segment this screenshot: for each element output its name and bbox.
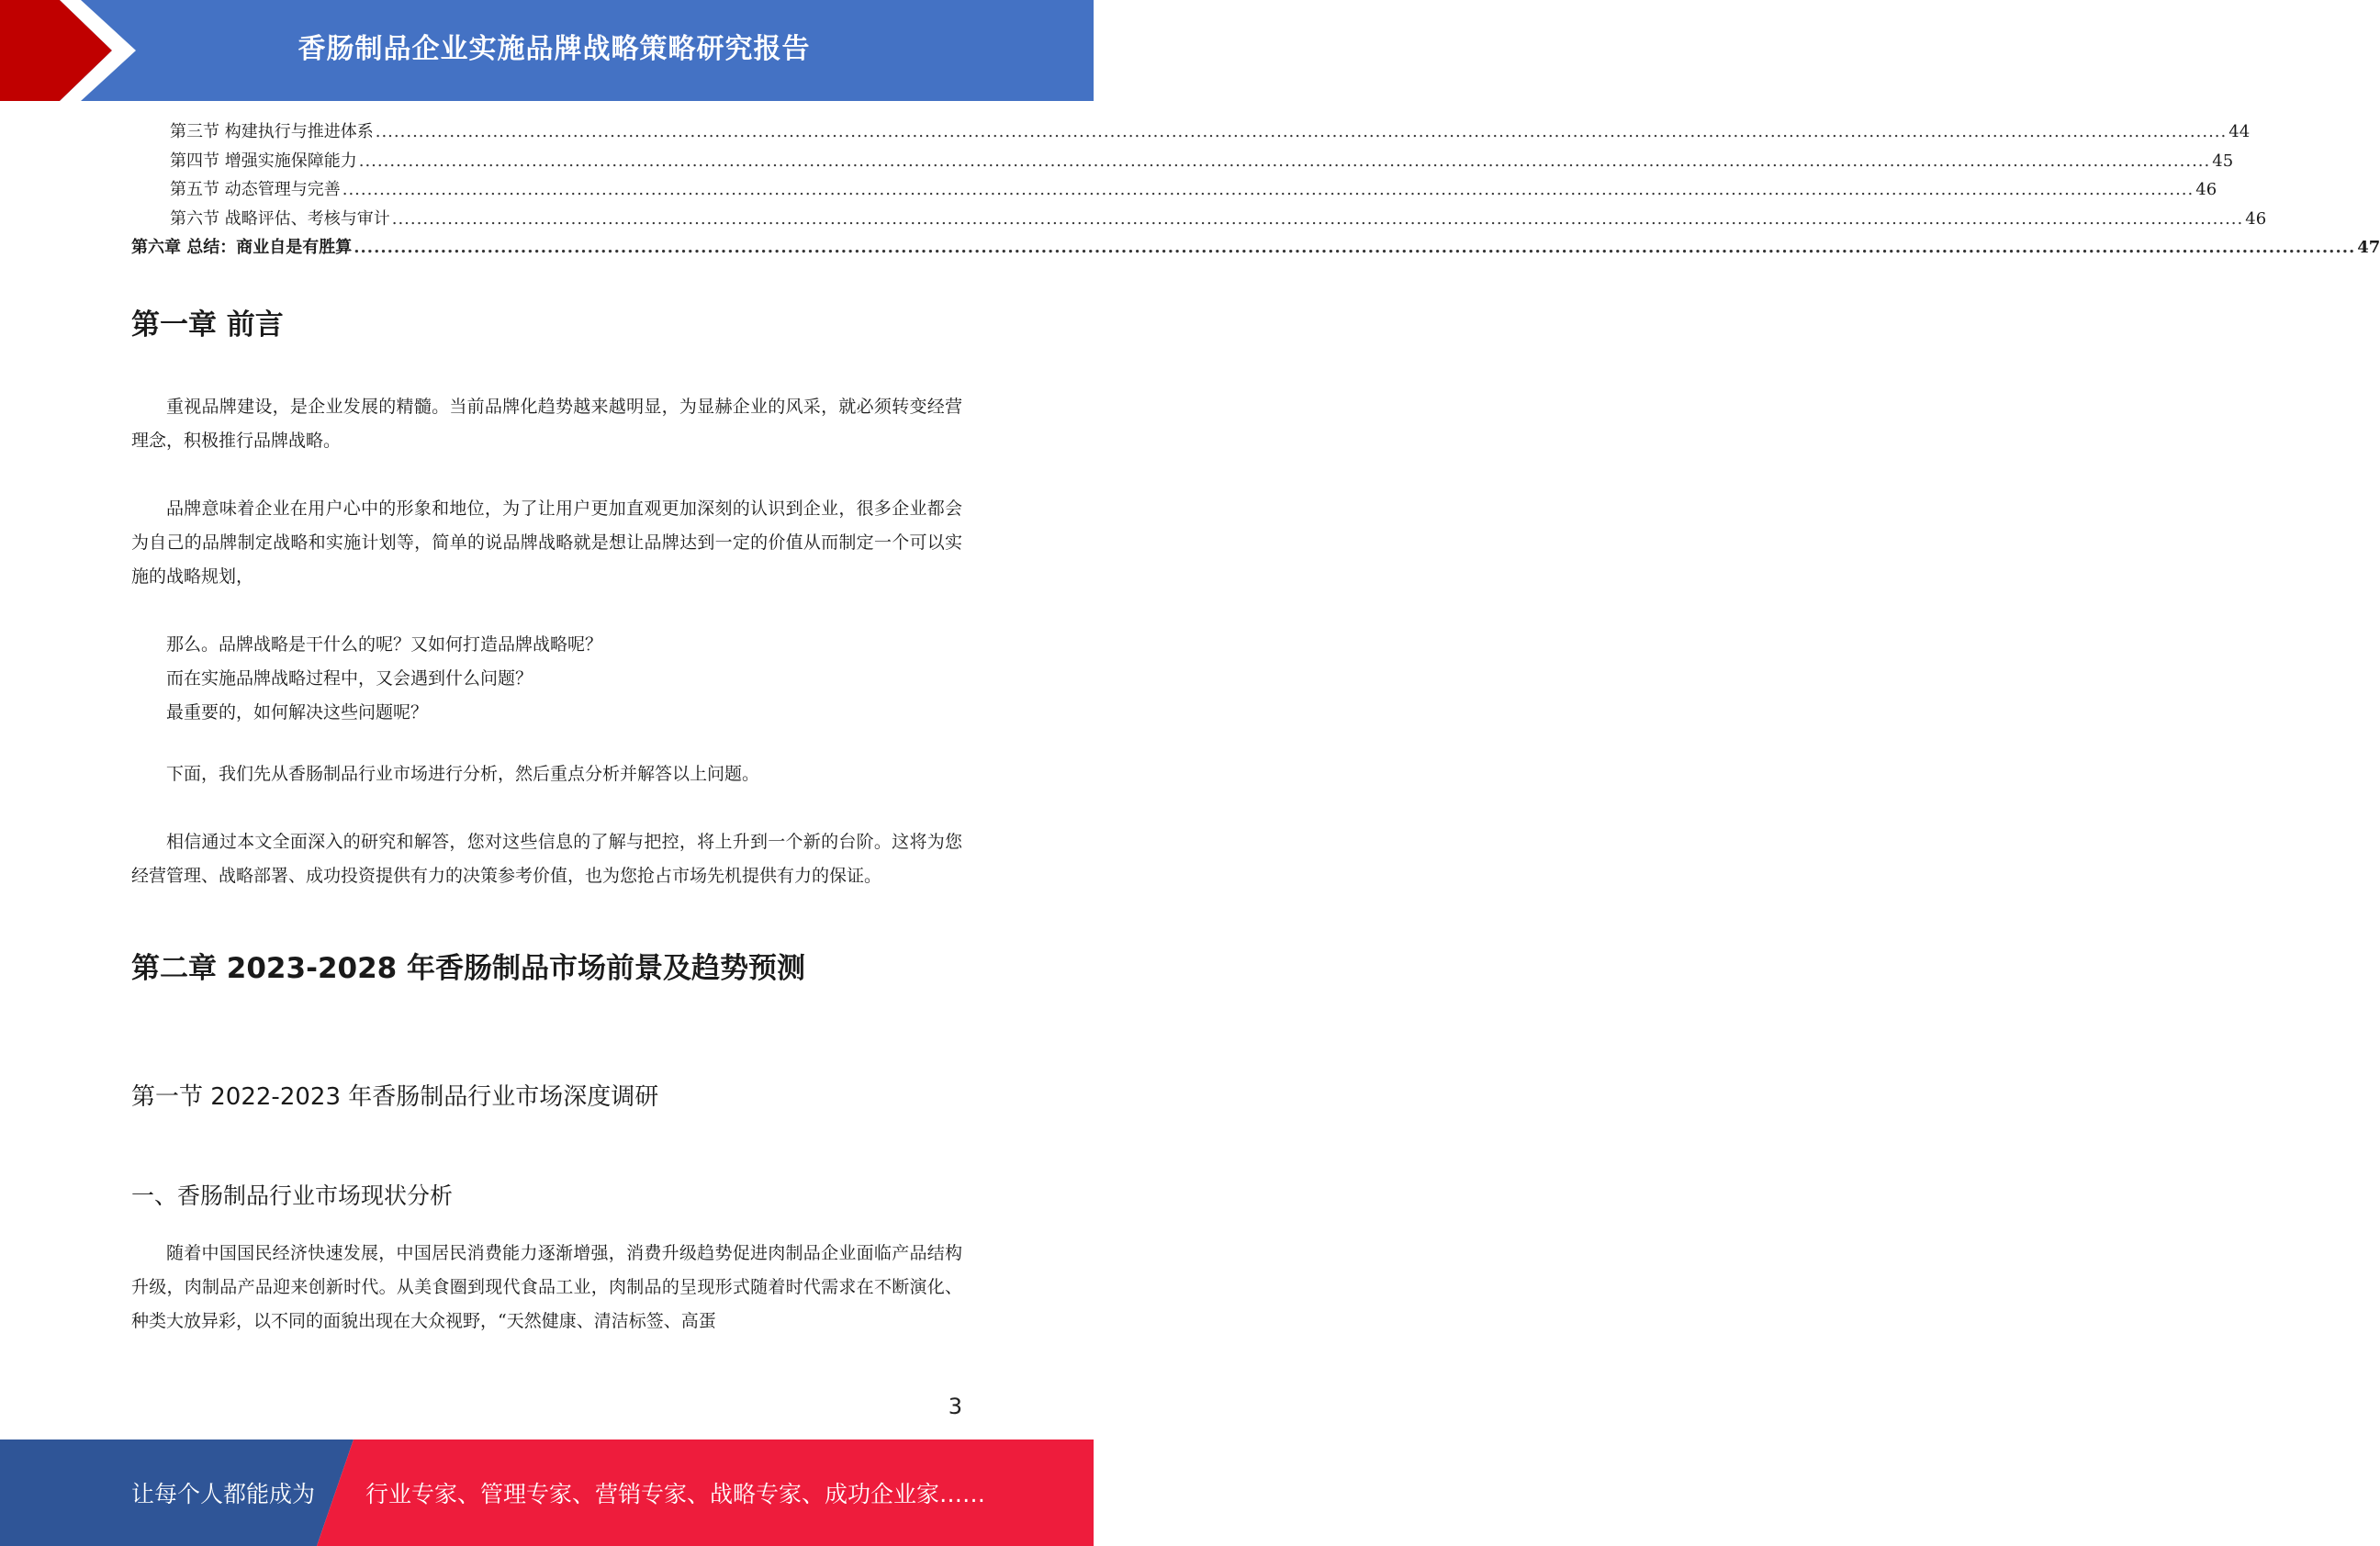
page-number: 3 [948, 1394, 962, 1419]
footer-slogan-right: 行业专家、管理专家、营销专家、战略专家、成功企业家…… [365, 1481, 986, 1507]
page-content [131, 118, 2380, 1339]
toc-entry[interactable] [131, 118, 2251, 147]
header-title: 香肠制品企业实施品牌战略策略研究报告 [298, 33, 811, 65]
section-1-title: 第一节 2022-2023 年香肠制品行业市场深度调研 [131, 1082, 659, 1111]
toc-entry[interactable] [131, 147, 2234, 176]
toc-entry[interactable] [131, 233, 2380, 263]
chapter-2-paragraph-1: 随着中国国民经济快速发展，中国居民消费能力逐渐增强，消费升级趋势促进肉制品企业面临产品结构升级，肉制品产品迎来创新时代。从美食圈到现代食品工业，肉制品的呈现形式随着时代需求在不断演化、种类大放异彩，以不同的面貌出现在大众视野，“天然健康、清洁标签、高蛋 [131, 1242, 962, 1331]
chapter-1-paragraph-1: 重视品牌建设，是企业发展的精髓。当前品牌化趋势越来越明显，为显赫企业的风采，就必须转变经营理念，积极推行品牌战略。 [131, 396, 962, 451]
toc-leader-dots: ............................................................................................................................................................................................................................................................................................................ [358, 151, 2211, 171]
table-of-contents [131, 118, 2380, 263]
toc-entry-page: 47 [2357, 238, 2380, 257]
chapter-1-paragraph-2: 品牌意味着企业在用户心中的形象和地位，为了让用户更加直观更加深刻的认识到企业，很多企业都会为自己的品牌制定战略和实施计划等，简单的说品牌战略就是想让品牌达到一定的价值从而制定一个可以实施的战略规划， [131, 498, 962, 587]
footer-slogan-left: 让每个人都能成为 [131, 1481, 316, 1507]
subsection-1-title: 一、香肠制品行业市场现状分析 [131, 1182, 454, 1209]
page-footer [0, 1440, 1094, 1546]
page-header [0, 0, 1094, 101]
question-1: 那么。品牌战略是干什么的呢？又如何打造品牌战略呢？ [166, 633, 603, 655]
chapter-1-paragraph-3: 下面，我们先从香肠制品行业市场进行分析，然后重点分析并解答以上问题。 [166, 763, 760, 784]
toc-entry-label: 第六节 战略评估、考核与审计 [170, 208, 390, 229]
toc-leader-dots: ............................................................................................................................................................................................................................................................................................................ [342, 180, 2195, 199]
toc-entry-label: 第三节 构建执行与推进体系 [170, 122, 374, 141]
chapter-1-paragraph-4: 相信通过本文全面深入的研究和解答，您对这些信息的了解与把控，将上升到一个新的台阶。这将为您经营管理、战略部署、成功投资提供有力的决策参考价值，也为您抢占市场先机提供有力的保证。 [131, 831, 962, 886]
toc-leader-dots: ............................................................................................................................................................................................................................................................................................................ [375, 122, 2228, 141]
toc-entry-page: 46 [2245, 208, 2267, 229]
toc-leader-dots: ............................................................................................................................................................................................................................................................................................................ [391, 208, 2244, 229]
question-2: 而在实施品牌战略过程中，又会遇到什么问题？ [166, 667, 533, 689]
toc-entry-label: 第六章 总结：商业自是有胜算 [131, 238, 353, 257]
toc-entry-label: 第五节 动态管理与完善 [170, 180, 341, 199]
toc-entry[interactable] [131, 175, 2217, 205]
toc-entry-page: 45 [2212, 151, 2234, 171]
question-list [131, 628, 962, 730]
chapter-1-title: 第一章 前言 [131, 308, 284, 342]
toc-leader-dots: ............................................................................................................................................................................................................................................................................................................ [354, 238, 2356, 257]
chapter-2-title: 第二章 2023-2028 年香肠制品市场前景及趋势预测 [131, 951, 806, 985]
toc-entry[interactable] [131, 205, 2267, 234]
toc-entry-page: 44 [2228, 122, 2251, 141]
toc-entry-page: 46 [2195, 180, 2217, 199]
question-3: 最重要的，如何解决这些问题呢？ [166, 701, 429, 723]
toc-entry-label: 第四节 增强实施保障能力 [170, 151, 357, 171]
